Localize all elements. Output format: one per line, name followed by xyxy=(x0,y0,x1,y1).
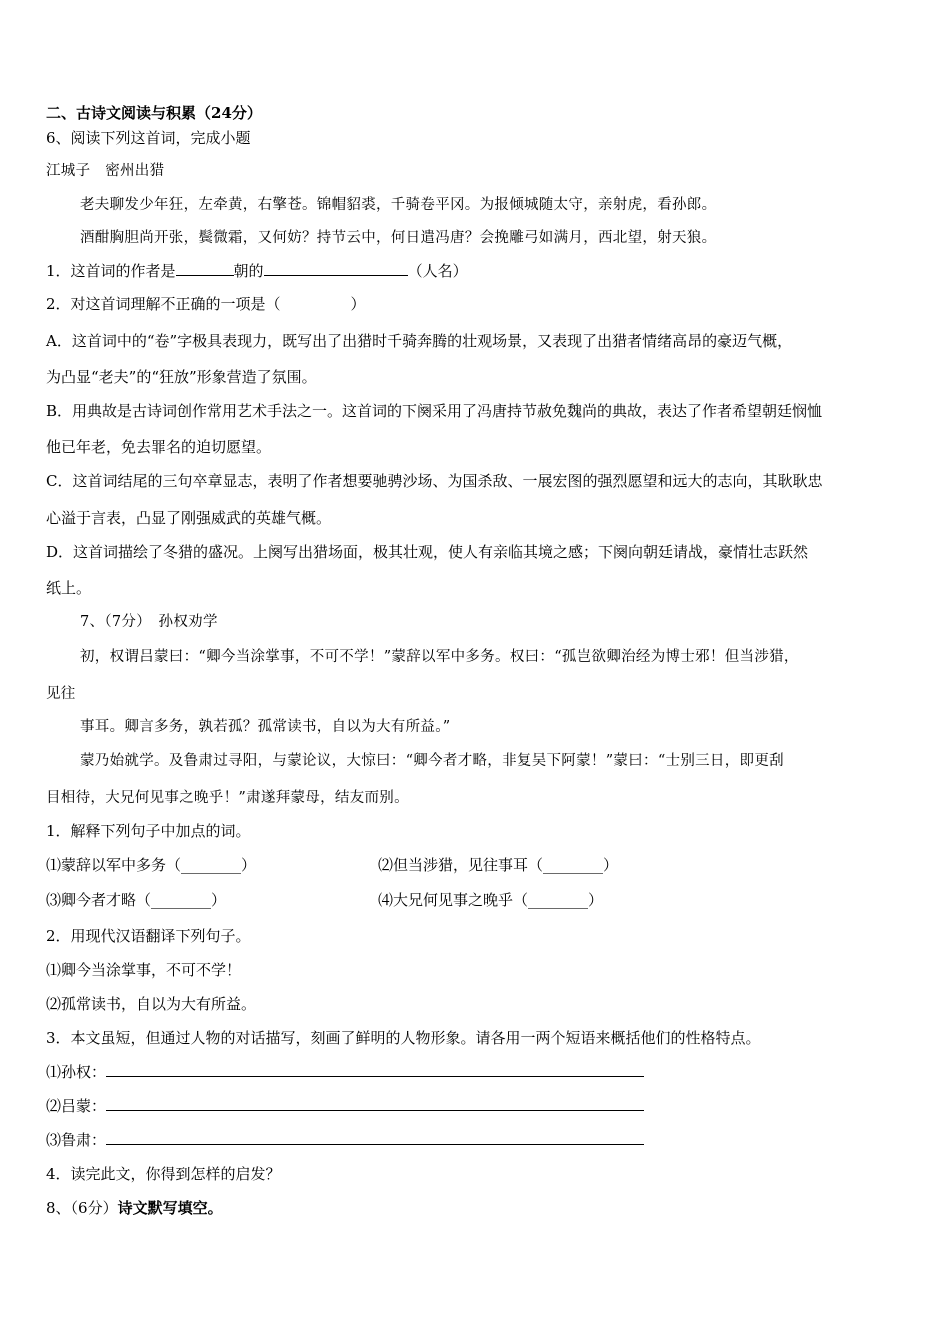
q7-s3-label-3: ⑶鲁肃： xyxy=(46,1131,107,1149)
q6-sub1 xyxy=(46,261,468,281)
q7-s1-item-4[interactable]: ⑷大兄何见事之晚乎（________） xyxy=(378,891,604,909)
q7-s3-row-3 xyxy=(46,1130,644,1150)
option-a-line-2: 为凸显“老夫”的“狂放”形象营造了氛围。 xyxy=(46,368,317,386)
q7-s2-item-1: ⑴卿今当涂掌事，不可不学！ xyxy=(46,961,242,979)
q7-s3-row-1 xyxy=(46,1062,644,1082)
option-b-line-1: B．用典故是古诗词创作常用艺术手法之一。这首词的下阕采用了冯唐持节赦免魏尚的典故，表达了作者希望朝廷悯恤 xyxy=(46,402,823,420)
q7-s2-item-2: ⑵孤常读书，自以为大有所益。 xyxy=(46,995,257,1013)
q6-sub1-text-a: 1．这首词的作者是 xyxy=(46,262,176,280)
q7-text-5: 目相待，大兄何见事之晚乎！”肃遂拜蒙母，结友而别。 xyxy=(46,790,409,806)
q7-s1-item-3[interactable]: ⑶卿今者才略（________） xyxy=(46,891,227,909)
q7-text-4: 蒙乃始就学。及鲁肃过寻阳，与蒙论议，大惊曰：“卿今者才略，非复吴下阿蒙！”蒙曰：“士别三日，即更刮 xyxy=(80,753,784,769)
option-c-line-2: 心溢于言表，凸显了刚强威武的英雄气概。 xyxy=(46,509,332,527)
q7-s3-row-2 xyxy=(46,1096,644,1116)
q7-s1: 1．解释下列句子中加点的词。 xyxy=(46,822,251,840)
q8-title: 诗文默写填空。 xyxy=(117,1199,223,1217)
option-d-line-2: 纸上。 xyxy=(46,579,92,597)
option-c-line-1: C．这首词结尾的三句卒章显志，表明了作者想要驰骋沙场、为国杀敌、一展宏图的强烈愿望和远大的志向，其耿耿忠 xyxy=(46,472,823,490)
q7-s3-label-2: ⑵吕蒙： xyxy=(46,1097,107,1115)
q8-header xyxy=(46,1198,223,1218)
q6-sub1-text-c: （人名） xyxy=(407,262,468,280)
q7-s3-label-1: ⑴孙权： xyxy=(46,1063,107,1081)
q6-sub2-text-b: ） xyxy=(350,295,366,313)
section-title: 二、古诗文阅读与积累（24分） xyxy=(46,104,262,122)
q7-text-3: 事耳。卿言多务，孰若孤？孤常读书，自以为大有所益。” xyxy=(80,719,451,735)
q7-s1-row-2 xyxy=(46,890,604,910)
q7-s4: 4．读完此文，你得到怎样的启发？ xyxy=(46,1165,281,1183)
poem-line-2: 酒酣胸胆尚开张，鬓微霜，又何妨？持节云中，何日遣冯唐？会挽雕弓如满月，西北望，射天狼。 xyxy=(80,230,717,246)
poem-title: 江城子 密州出猎 xyxy=(46,163,165,179)
q6-sub1-text-b: 朝的 xyxy=(233,262,264,280)
q8-prefix: 8、（6分） xyxy=(46,1199,118,1217)
q7-s3: 3．本文虽短，但通过人物的对话描写，刻画了鲜明的人物形象。请各用一两个短语来概括他们的性格特点。 xyxy=(46,1029,761,1047)
q7-text-1: 初，权谓吕蒙曰：“卿今当涂掌事，不可不学！”蒙辞以军中多务。权曰：“孤岂欲卿治经为博士邪！但当涉猎， xyxy=(80,649,799,665)
sun-quan-answer-line[interactable] xyxy=(106,1062,644,1077)
lv-meng-answer-line[interactable] xyxy=(106,1096,644,1111)
q7-text-2: 见往 xyxy=(46,686,76,702)
q7-s1-item-2[interactable]: ⑵但当涉猎，见往事耳（________） xyxy=(378,856,619,874)
lu-su-answer-line[interactable] xyxy=(106,1130,644,1145)
q7-s2: 2．用现代汉语翻译下列句子。 xyxy=(46,927,251,945)
q6-sub2-text-a: 2．对这首词理解不正确的一项是（ xyxy=(46,295,281,313)
option-d-line-1: D．这首词描绘了冬猎的盛况。上阕写出猎场面，极其壮观，使人有亲临其境之感；下阕向朝廷请战，豪情壮志跃然 xyxy=(46,543,809,561)
option-b-line-2: 他已年老，免去罪名的迫切愿望。 xyxy=(46,438,272,456)
q7-s1-row-1 xyxy=(46,855,619,875)
dynasty-blank[interactable] xyxy=(176,261,234,276)
q6-sub2 xyxy=(46,294,366,314)
poem-line-1: 老夫聊发少年狂，左牵黄，右擎苍。锦帽貂裘，千骑卷平冈。为报倾城随太守，亲射虎，看孙郎。 xyxy=(80,197,717,213)
q7-header: 7、（7分） 孙权劝学 xyxy=(80,614,218,630)
author-blank[interactable] xyxy=(264,261,408,276)
option-a-line-1: A．这首词中的“卷”字极具表现力，既写出了出猎时千骑奔腾的壮观场景，又表现了出猎者情绪高昂的豪迈气概， xyxy=(46,332,793,350)
q7-s1-item-1[interactable]: ⑴蒙辞以军中多务（________） xyxy=(46,856,257,874)
q6-instruction: 6、阅读下列这首词，完成小题 xyxy=(46,129,251,147)
